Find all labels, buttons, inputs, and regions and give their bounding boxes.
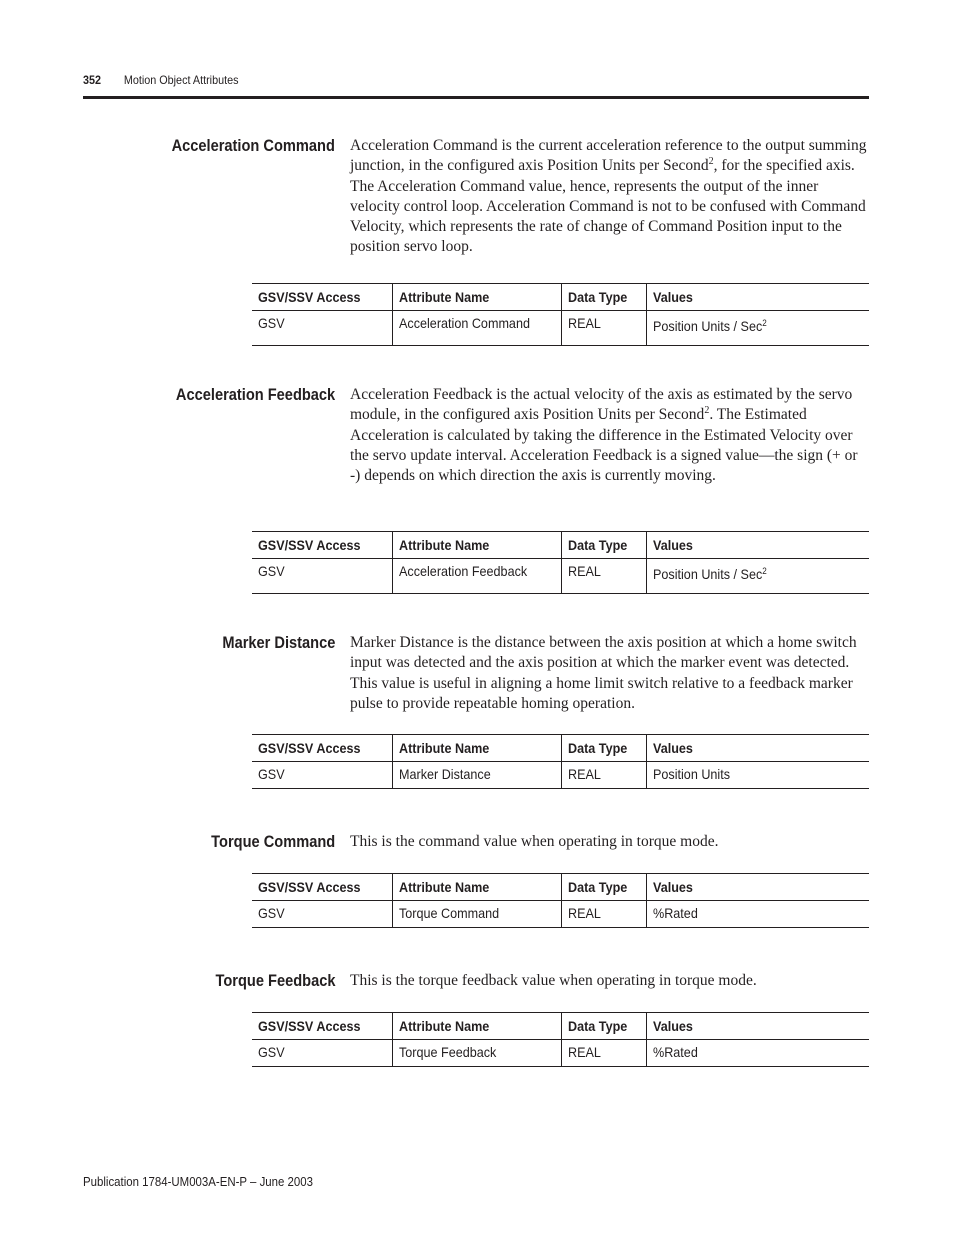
cell-access: GSV <box>252 762 393 789</box>
table-header-row <box>252 532 869 559</box>
superscript: 2 <box>708 156 714 168</box>
cell-type: REAL <box>562 559 647 594</box>
page-footer: Publication 1784-UM003A-EN-P – June 2003 <box>83 1174 314 1189</box>
column-header-values: Values <box>647 874 870 901</box>
table-row <box>252 762 869 789</box>
section-label: Torque Command <box>210 832 335 851</box>
cell-values: %Rated <box>647 901 870 928</box>
attribute-table <box>252 734 869 789</box>
section-description <box>350 385 870 486</box>
column-header-values: Values <box>647 735 870 762</box>
cell-name: Torque Command <box>393 901 562 928</box>
table-header-row <box>252 284 869 311</box>
cell-values: Position Units <box>647 762 870 789</box>
attribute-table <box>252 531 869 594</box>
column-header-name: Attribute Name <box>393 532 562 559</box>
header-rule <box>83 96 869 99</box>
section-label: Torque Feedback <box>215 971 335 990</box>
column-header-type: Data Type <box>562 1013 647 1040</box>
page-number: 352 <box>83 73 102 87</box>
section-description: This is the torque feedback value when operating in torque mode. <box>350 972 757 989</box>
table-row <box>252 901 869 928</box>
superscript: 2 <box>704 405 710 417</box>
column-header-name: Attribute Name <box>393 735 562 762</box>
running-title: Motion Object Attributes <box>123 73 239 87</box>
cell-name: Marker Distance <box>393 762 562 789</box>
section-label: Acceleration Command <box>171 136 335 155</box>
column-header-access: GSV/SSV Access <box>252 1013 393 1040</box>
column-header-access: GSV/SSV Access <box>252 284 393 311</box>
column-header-name: Attribute Name <box>393 1013 562 1040</box>
cell-access: GSV <box>252 1040 393 1067</box>
description-text: Acceleration Command is the current acceleration reference to the output summing junction, in the configured axis Position Units per Second <box>350 137 867 175</box>
cell-name: Acceleration Command <box>393 311 562 346</box>
attribute-table <box>252 873 869 928</box>
section-label: Marker Distance <box>222 633 335 652</box>
section-description: Marker Distance is the distance between the axis position at which a home switch input was detected and the axis position at which the marker event was detected. This value is useful in aligning a home limit switch relative to a feedback marker pulse to provide repeatable homing operation. <box>350 634 857 712</box>
column-header-type: Data Type <box>562 284 647 311</box>
column-header-access: GSV/SSV Access <box>252 735 393 762</box>
cell-values: %Rated <box>647 1040 870 1067</box>
column-header-access: GSV/SSV Access <box>252 874 393 901</box>
table-row <box>252 559 869 594</box>
cell-name: Torque Feedback <box>393 1040 562 1067</box>
cell-type: REAL <box>562 1040 647 1067</box>
cell-values: Position Units / Sec$^2$ <box>647 559 870 594</box>
column-header-name: Attribute Name <box>393 284 562 311</box>
column-header-access: GSV/SSV Access <box>252 532 393 559</box>
description-text: . The Estimated Acceleration is calculated by taking the difference in the Estimated Velocity over the servo update interval. Acceleration Feedback is a signed value—the sign (+ or -) depends on which direction the axis is currently moving. <box>350 406 858 485</box>
description-text: , for the specified axis. The Acceleration Command value, hence, represents the output of the inner velocity control loop. Acceleration Command is not to be confused with Command Velocity, which represents the rate of change of Command Position input to the position servo loop. <box>350 157 866 256</box>
cell-values: Position Units / Sec$^2$ <box>647 311 870 346</box>
table-header-row <box>252 874 869 901</box>
column-header-type: Data Type <box>562 532 647 559</box>
cell-access: GSV <box>252 311 393 346</box>
page-header <box>83 73 239 87</box>
cell-access: GSV <box>252 901 393 928</box>
section-label: Acceleration Feedback <box>175 385 335 404</box>
column-header-values: Values <box>647 284 870 311</box>
column-header-values: Values <box>647 1013 870 1040</box>
column-header-type: Data Type <box>562 874 647 901</box>
attribute-table <box>252 283 869 346</box>
cell-type: REAL <box>562 311 647 346</box>
attribute-table <box>252 1012 869 1067</box>
column-header-values: Values <box>647 532 870 559</box>
column-header-type: Data Type <box>562 735 647 762</box>
description-text: Acceleration Feedback is the actual velocity of the axis as estimated by the servo module, in the configured axis Position Units per Second <box>350 386 853 424</box>
table-row <box>252 311 869 346</box>
cell-access: GSV <box>252 559 393 594</box>
section-description: This is the command value when operating in torque mode. <box>350 833 719 850</box>
cell-name: Acceleration Feedback <box>393 559 562 594</box>
table-header-row <box>252 1013 869 1040</box>
table-header-row <box>252 735 869 762</box>
column-header-name: Attribute Name <box>393 874 562 901</box>
cell-type: REAL <box>562 762 647 789</box>
table-row <box>252 1040 869 1067</box>
cell-type: REAL <box>562 901 647 928</box>
section-description <box>350 136 870 258</box>
